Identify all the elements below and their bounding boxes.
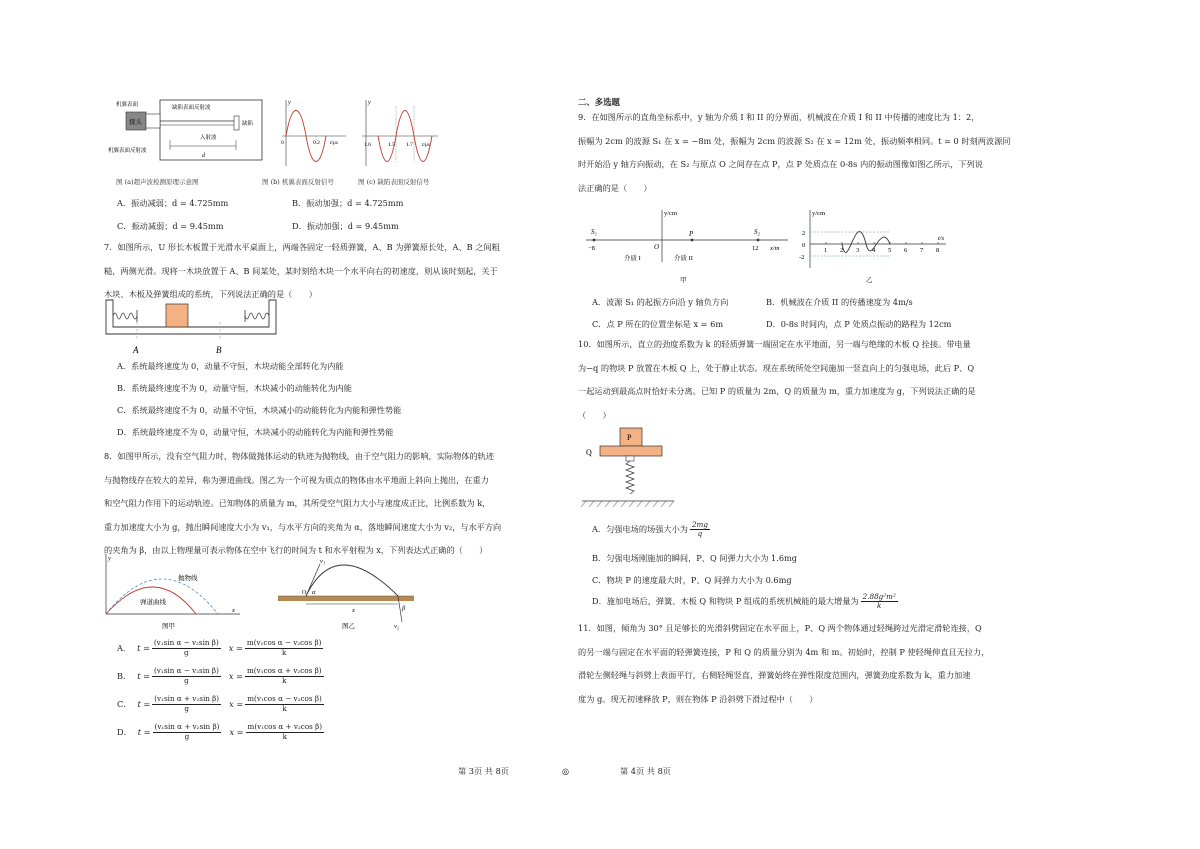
figure-b-wave: [278, 96, 350, 172]
time-tick-label: 4: [872, 247, 876, 254]
q9-option-b[interactable]: B．机械波在介质 II 的传播速度为 4m/s: [766, 297, 913, 307]
time-tick-label: 5: [888, 247, 892, 254]
svg-text:O: O: [302, 590, 307, 596]
q10-line-2: 为−q 的物块 P 放置在木板 Q 上，处于静止状态。现在系统所处空间施加一竖直向上的匀强电场，此后 P、Q: [578, 362, 975, 373]
wing-reflect-label: 机翼表面反射波: [108, 148, 147, 154]
q8-line-5: 的夹角为 β，由以上物理量可表示物体在空中飞行的时间为 t 和水平射程为 x，下列表达式正确的（ ）: [104, 545, 488, 555]
svg-text:1.6: 1.6: [364, 142, 371, 148]
q8-option-c[interactable]: C． t = $\frac{\text{(v₁sin α + v₂sin β)}}{g}$ x = $\frac{\text{m(v₁cos α − v₂cos β)}}{k}$: [117, 694, 322, 713]
q9-option-c[interactable]: C．点 P 所在的位置坐标是 x = 6m: [592, 319, 724, 329]
board-q-label: Q: [586, 448, 592, 457]
svg-text:t/μs: t/μs: [330, 140, 338, 146]
svg-text:t/μs: t/μs: [422, 142, 430, 148]
fraction: $\frac{2mg}{q}$: [691, 520, 708, 539]
time-tick-label: 3: [856, 247, 860, 254]
fraction: $\frac{\text{m(v₁cos α − v₂cos β)}}{k}$: [247, 694, 322, 713]
fraction: $\frac{\text{(v₁sin α + v₂sin β)}}{g}$: [154, 694, 220, 713]
q11-question: [578, 617, 1078, 711]
q9-line-4: 法正确的是（ ）: [578, 182, 652, 193]
svg-text:0: 0: [281, 140, 284, 146]
svg-text:−8: −8: [588, 245, 595, 252]
footer-page-right: 第 4页 共 8页: [620, 766, 671, 776]
svg-text:O: O: [654, 243, 660, 251]
q9-axis-svg: [582, 206, 792, 288]
q11-line-2: 的另一端与固定在水平面的轻弹簧连接，P 和 Q 的质量分别为 4m 和 m。初始时，控制 P 使轻绳伸直且无拉力，: [578, 646, 990, 657]
q7-line-3: 木块、木板及弹簧组成的系统，下列说法正确的是（ ）: [104, 289, 317, 299]
svg-text:介质 II: 介质 II: [674, 255, 693, 262]
svg-text:1.5: 1.5: [388, 142, 395, 148]
fraction: $\frac{\text{m(v₁cos α − v₂cos β)}}{k}$: [246, 638, 322, 657]
q6-option-c[interactable]: C．振动减弱；d = 9.45mm: [117, 221, 224, 231]
q10-question: [578, 333, 1078, 427]
figure-spring-board: [578, 424, 678, 514]
q6-option-b[interactable]: B．振动加强；d = 4.725mm: [292, 198, 404, 208]
svg-text:y: y: [288, 100, 291, 106]
q7-option-a[interactable]: A．系统最终速度为 0，动量不守恒，木块动能全部转化为内能: [117, 361, 344, 371]
q7-line-2: 糙，两侧光滑。现将一木块放置于 A、B 间某处，某时刻给木块一个水平向右的初速度，则从该时刻起，关于: [104, 265, 498, 276]
d-label: d: [202, 153, 205, 159]
q8-option-a[interactable]: A． t = $\frac{\text{(v₁sin α − v₂sin β)}}{g}$ x = $\frac{\text{m(v₁cos α − v₂cos β)}}{k}$: [117, 638, 322, 657]
defect-label: 缺陷: [242, 121, 254, 127]
label-b: B: [216, 345, 222, 355]
time-tick-label: 8: [936, 247, 940, 254]
q7-line-1: 7．如图所示，U 形长木板置于光滑水平桌面上，两端各固定一轻质弹簧，A、B 为弹簧原长处，A、B 之间粗: [104, 242, 500, 252]
svg-text:y: y: [108, 555, 111, 562]
caption-jia: 图甲: [162, 623, 175, 630]
q8-option-d[interactable]: D． t = $\frac{\text{(v₁sin α + v₂sin β)}}{g}$ x = $\frac{\text{m(v₁cos α + v₂cos β)}}{k}$: [117, 722, 323, 741]
caption-c: 图 (c) 缺陷表面反射信号: [358, 178, 430, 186]
trajectory-yi-svg: [276, 552, 420, 632]
svg-text:β: β: [402, 605, 406, 612]
svg-text:S₂: S₂: [754, 228, 760, 236]
svg-text:x/m: x/m: [770, 245, 780, 252]
q11-line-4: 度为 g。现无初速释放 P，则在物体 P 沿斜劈下滑过程中（ ）: [578, 693, 818, 704]
svg-text:y/cm: y/cm: [664, 210, 677, 217]
label-a: A: [133, 345, 139, 355]
q9-option-a[interactable]: A．波源 S₁ 的起振方向沿 y 轴负方向: [592, 297, 729, 307]
figure-yi-trajectory: [276, 552, 420, 632]
figure-u-board: [104, 296, 280, 356]
q9-line-3: 时开始沿 y 轴方向振动，在 S₂ 与原点 O 之间存在点 P，点 P 处质点在 0-8s 内的振动图像如图乙所示，下列说: [578, 159, 983, 169]
fraction: $\frac{\text{(v₁sin α − v₂sin β)}}{g}$: [153, 666, 219, 685]
caption-a: 图 (a)超声波检测原理示意图: [116, 178, 199, 186]
caption-yi: 图乙: [342, 623, 355, 630]
time-tick-label: 6: [904, 247, 908, 254]
caption-b: 图 (b) 机翼表面反射信号: [262, 178, 334, 186]
q8-question: [104, 445, 564, 563]
q8-line-3: 和空气阻力作用下的运动轨迹。已知物体的质量为 m，其所受空气阻力大小与速度成正比，比例系数为 k，: [104, 498, 491, 508]
svg-text:α: α: [312, 589, 316, 596]
figure-ultrasonic: [108, 96, 268, 188]
q10-option-a[interactable]: A．匀强电场的场强大小为 $\frac{2mg}{q}$: [592, 520, 708, 539]
q11-line-1: 11．如图，倾角为 30° 且足够长的光滑斜劈固定在水平面上，P、Q 两个物体通过轻绳跨过光滑定滑轮连接，Q: [578, 623, 982, 633]
q8-line-2: 与抛物线存在较大的差异，称为弹道曲线。图乙为一个可视为质点的物体由水平地面上斜向上抛出，在重力: [104, 474, 489, 485]
defect-reflect-label: 缺陷表面反射波: [172, 105, 211, 111]
q10-line-1: 10．如图所示，直立的劲度系数为 k 的轻质弹簧一端固定在水平地面，另一端与绝缘的木板 Q 拴接。带电量: [578, 339, 971, 349]
figure-q9-jia: [582, 206, 792, 288]
svg-text:y/cm: y/cm: [812, 210, 825, 217]
time-tick-label: 1: [824, 247, 828, 254]
svg-text:x: x: [232, 607, 235, 614]
q6-option-d[interactable]: D．振动加强；d = 9.45mm: [292, 221, 399, 231]
q9-line-1: 9．在如图所示的直角坐标系中，y 轴为介质 I 和 II 的分界面，机械波在介质 I 和 II 中传播的速度比为 1：2，: [578, 112, 980, 122]
block-p-label: P: [627, 433, 632, 442]
ultrasonic-diagram-svg: [108, 96, 268, 188]
trajectory-jia-svg: [100, 552, 248, 632]
svg-text:x: x: [352, 607, 355, 614]
svg-text:1.7: 1.7: [406, 142, 413, 148]
q9-question: [578, 106, 1078, 200]
q9-line-2: 振幅为 2cm 的波源 S₁ 在 x = −8m 处，振幅为 2cm 的波源 S₂ 在 x = 12m 处，振动频率相同。t = 0 时刻两波源同: [578, 135, 1011, 146]
svg-text:甲: 甲: [680, 277, 687, 284]
fraction: $\frac{\text{2.88g²m²}}{k}$: [862, 592, 896, 611]
q10-option-c[interactable]: C．物块 P 的速度最大时，P、Q 间弹力大小为 0.6mg: [592, 575, 792, 585]
svg-text:v₂: v₂: [394, 623, 400, 630]
u-board-svg: [104, 296, 280, 356]
svg-text:0.2: 0.2: [313, 140, 320, 146]
svg-text:乙: 乙: [866, 277, 873, 284]
svg-text:P: P: [689, 230, 694, 238]
q10-line-4: （ ）: [578, 409, 611, 420]
q7-option-d[interactable]: D．系统最终速度不为 0，动量守恒，木块减小的动能转化为内能和弹性势能: [117, 427, 394, 437]
svg-text:0: 0: [802, 242, 806, 249]
footer-page-left: 第 3页 共 8页: [458, 766, 509, 776]
svg-text:S₁: S₁: [591, 228, 597, 236]
fraction: $\frac{\text{m(v₁cos α + v₂cos β)}}{k}$: [246, 666, 322, 685]
parabola-label: 抛物线: [178, 575, 198, 582]
q8-line-4: 重力加速度大小为 g，抛出瞬间速度大小为 v₁，与水平方向的夹角为 α，落地瞬间速度大小为 v₂，与水平方向: [104, 521, 502, 532]
svg-text:介质 I: 介质 I: [624, 255, 641, 262]
time-tick-label: 2: [840, 247, 844, 254]
time-tick-label: 7: [920, 247, 924, 254]
wave-b-svg: [278, 96, 350, 172]
svg-text:12: 12: [752, 245, 759, 252]
section-title: 二、多选题: [578, 97, 620, 107]
fraction: $\frac{\text{m(v₁cos α + v₂cos β)}}{k}$: [247, 722, 323, 741]
svg-text:-2: -2: [799, 254, 805, 261]
wave-c-svg: [358, 96, 442, 172]
svg-text:v₁: v₁: [320, 558, 326, 565]
svg-text:2: 2: [802, 230, 806, 237]
q11-line-3: 滑轮左侧轻绳与斜劈上表面平行，右侧轻绳竖直，弹簧始终在弹性限度范围内，弹簧劲度系数为 k，重力加速: [578, 670, 971, 680]
footer-separator-icon: ◎: [562, 766, 570, 776]
q10-option-d[interactable]: D．施加电场后，弹簧、木板 Q 和物块 P 组成的系统机械能的最大增量为 $\frac{\text{2.88g²m²}}{k}$: [592, 592, 896, 611]
q7-option-b[interactable]: B．系统最终速度不为 0，动量守恒，木块减小的动能转化为内能: [117, 383, 352, 393]
q7-option-c[interactable]: C．系统最终速度不为 0，动量不守恒，木块减小的动能转化为内能和弹性势能: [117, 405, 402, 415]
figure-q9-yi: [796, 206, 956, 288]
q8-option-b[interactable]: B． t = $\frac{\text{(v₁sin α − v₂sin β)}}{g}$ x = $\frac{\text{m(v₁cos α + v₂cos β)}}{k}$: [117, 666, 322, 685]
spring-board-svg: [578, 424, 678, 514]
q6-option-a[interactable]: A．振动减弱；d = 4.725mm: [117, 198, 229, 208]
svg-text:t/s: t/s: [938, 235, 945, 242]
wing-surface-label: 机翼表面: [116, 102, 139, 108]
figure-c-wave: [358, 96, 442, 172]
q10-option-b[interactable]: B．匀强电场刚施加的瞬间，P、Q 间弹力大小为 1.6mg: [592, 553, 798, 563]
figure-jia-trajectory: [100, 552, 248, 632]
svg-text:y: y: [368, 100, 371, 106]
q9-option-d[interactable]: D．0-8s 时间内，点 P 处质点振动的路程为 12cm: [766, 319, 952, 329]
probe-label: 探头: [129, 119, 142, 126]
q9-wave-svg: [796, 206, 956, 288]
ballistic-label: 弹道曲线: [140, 599, 166, 606]
q8-line-1: 8．如图甲所示，没有空气阻力时，物体做抛体运动的轨迹为抛物线，由于空气阻力的影响，实际物体的轨迹: [104, 451, 495, 461]
incident-wave-label: 入射波: [200, 135, 217, 141]
fraction: $\frac{\text{(v₁sin α − v₂sin β)}}{g}$: [153, 638, 219, 657]
q10-line-3: 一起运动到最高点时恰好未分离。已知 P 的质量为 2m，Q 的质量为 m，重力加速度为 g，下列说法正确的是: [578, 386, 976, 396]
q8-options: [117, 634, 326, 746]
fraction: $\frac{\text{(v₁sin α + v₂sin β)}}{g}$: [154, 722, 220, 741]
